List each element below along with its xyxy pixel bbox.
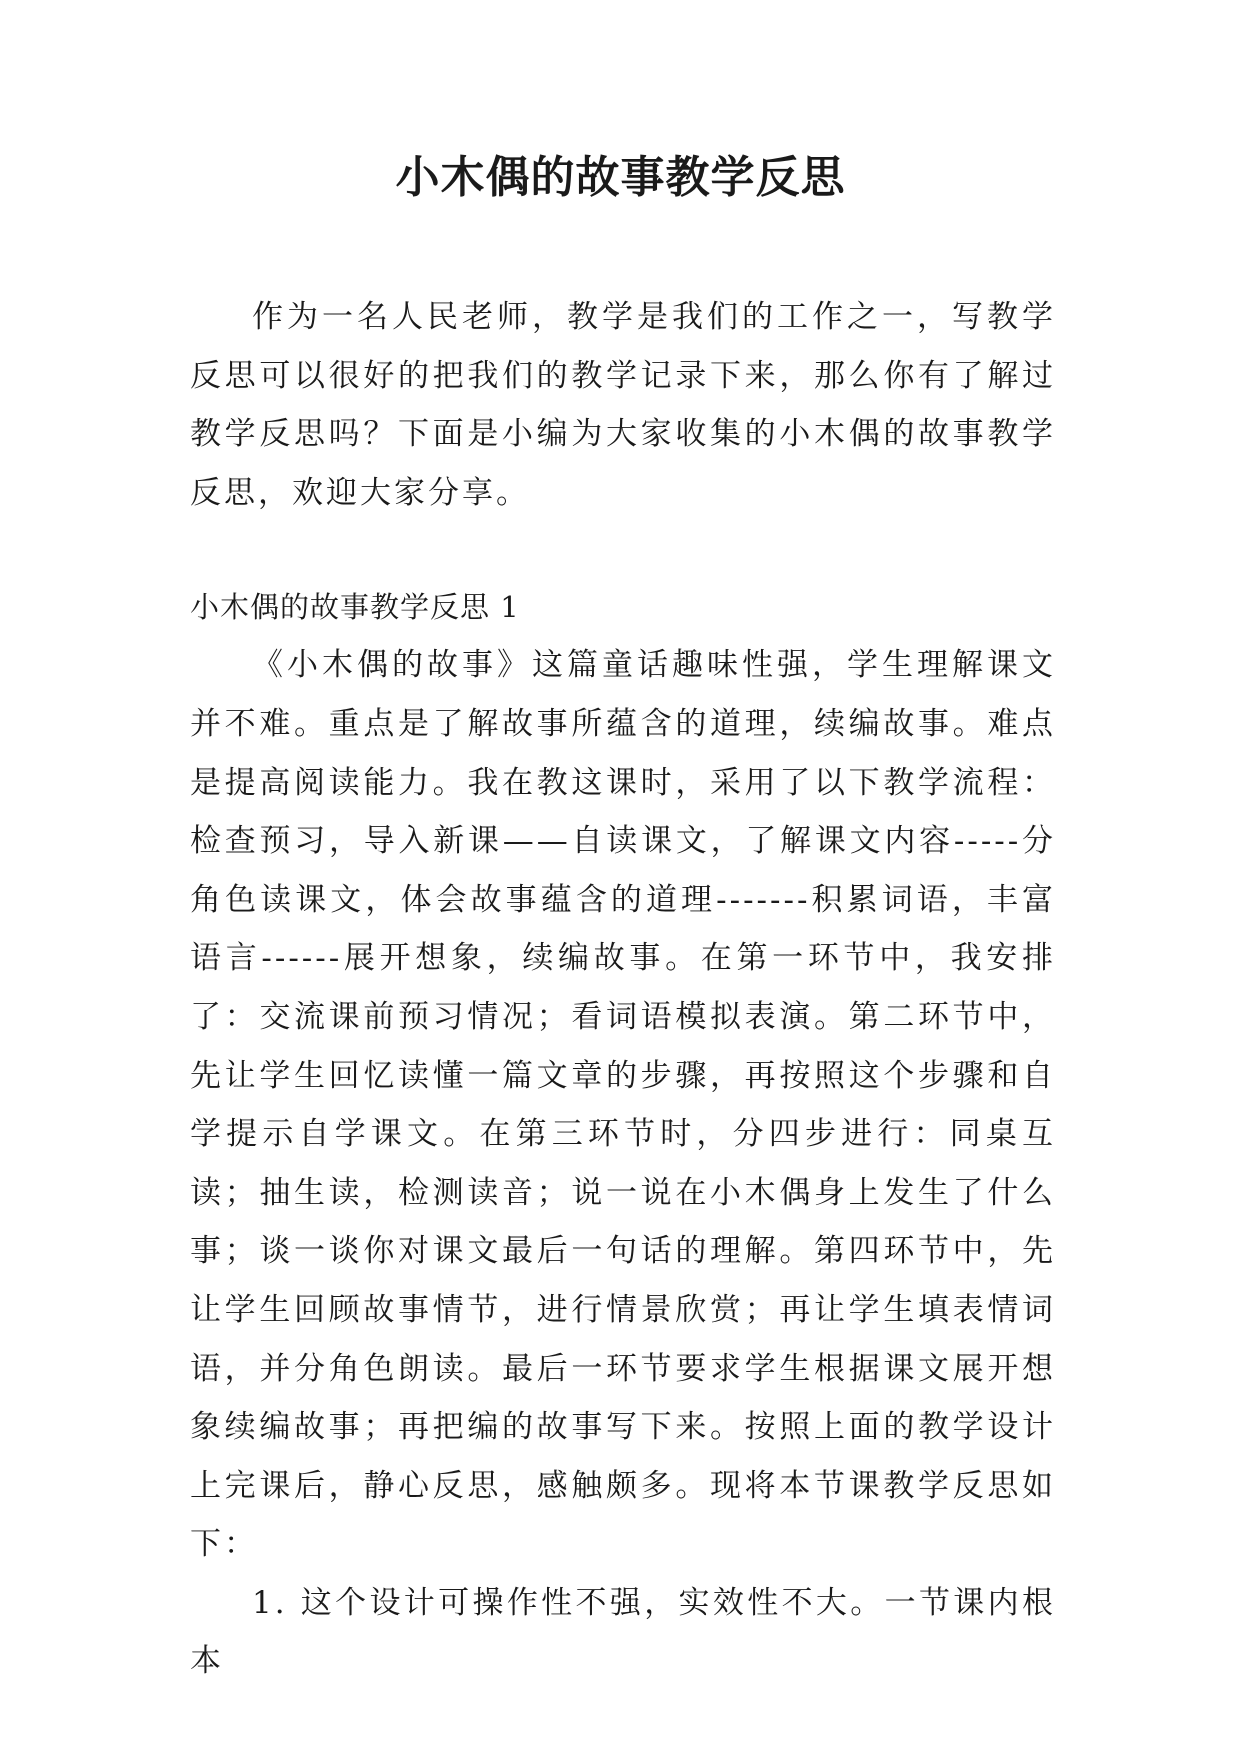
intro-paragraph: 作为一名人民老师，教学是我们的工作之一，写教学反思可以很好的把我们的教学记录下来，那么你有了解过教学反思吗？下面是小编为大家收集的小木偶的故事教学反思，欢迎大家分享。 (190, 299, 1056, 511)
document-body (190, 288, 1056, 1691)
document-title: 小木偶的故事教学反思 (395, 152, 846, 203)
body-paragraph-2: 1. 这个设计可操作性不强，实效性不大。一节课内根本 (190, 1584, 1056, 1680)
body-paragraph-1: 《小木偶的故事》这篇童话趣味性强，学生理解课文并不难。重点是了解故事所蕴含的道理，续编故事。难点是提高阅读能力。我在教这课时，采用了以下教学流程：检查预习，导入新课——自读课文，了解课文内容-----分角色读课文，体会故事蕴含的道理-------积累词语，丰富语言------展开想象，续编故事。在第一环节中，我安排了：交流课前预习情况；看词语模拟表演。第二环节中，先让学生回忆读懂一篇文章的步骤，再按照这个步骤和自学提示自学课文。在第三环节时，分四步进行：同桌互读；抽生读，检测读音；说一说在小木偶身上发生了什么事；谈一谈你对课文最后一句话的理解。第四环节中，先让学生回顾故事情节，进行情景欣赏；再让学生填表情词语，并分角色朗读。最后一环节要求学生根据课文展开想象续编故事；再把编的故事写下来。按照上面的教学设计上完课后，静心反思，感触颇多。现将本节课教学反思如下： (190, 647, 1056, 1563)
section-heading: 小木偶的故事教学反思 1 (190, 590, 520, 625)
